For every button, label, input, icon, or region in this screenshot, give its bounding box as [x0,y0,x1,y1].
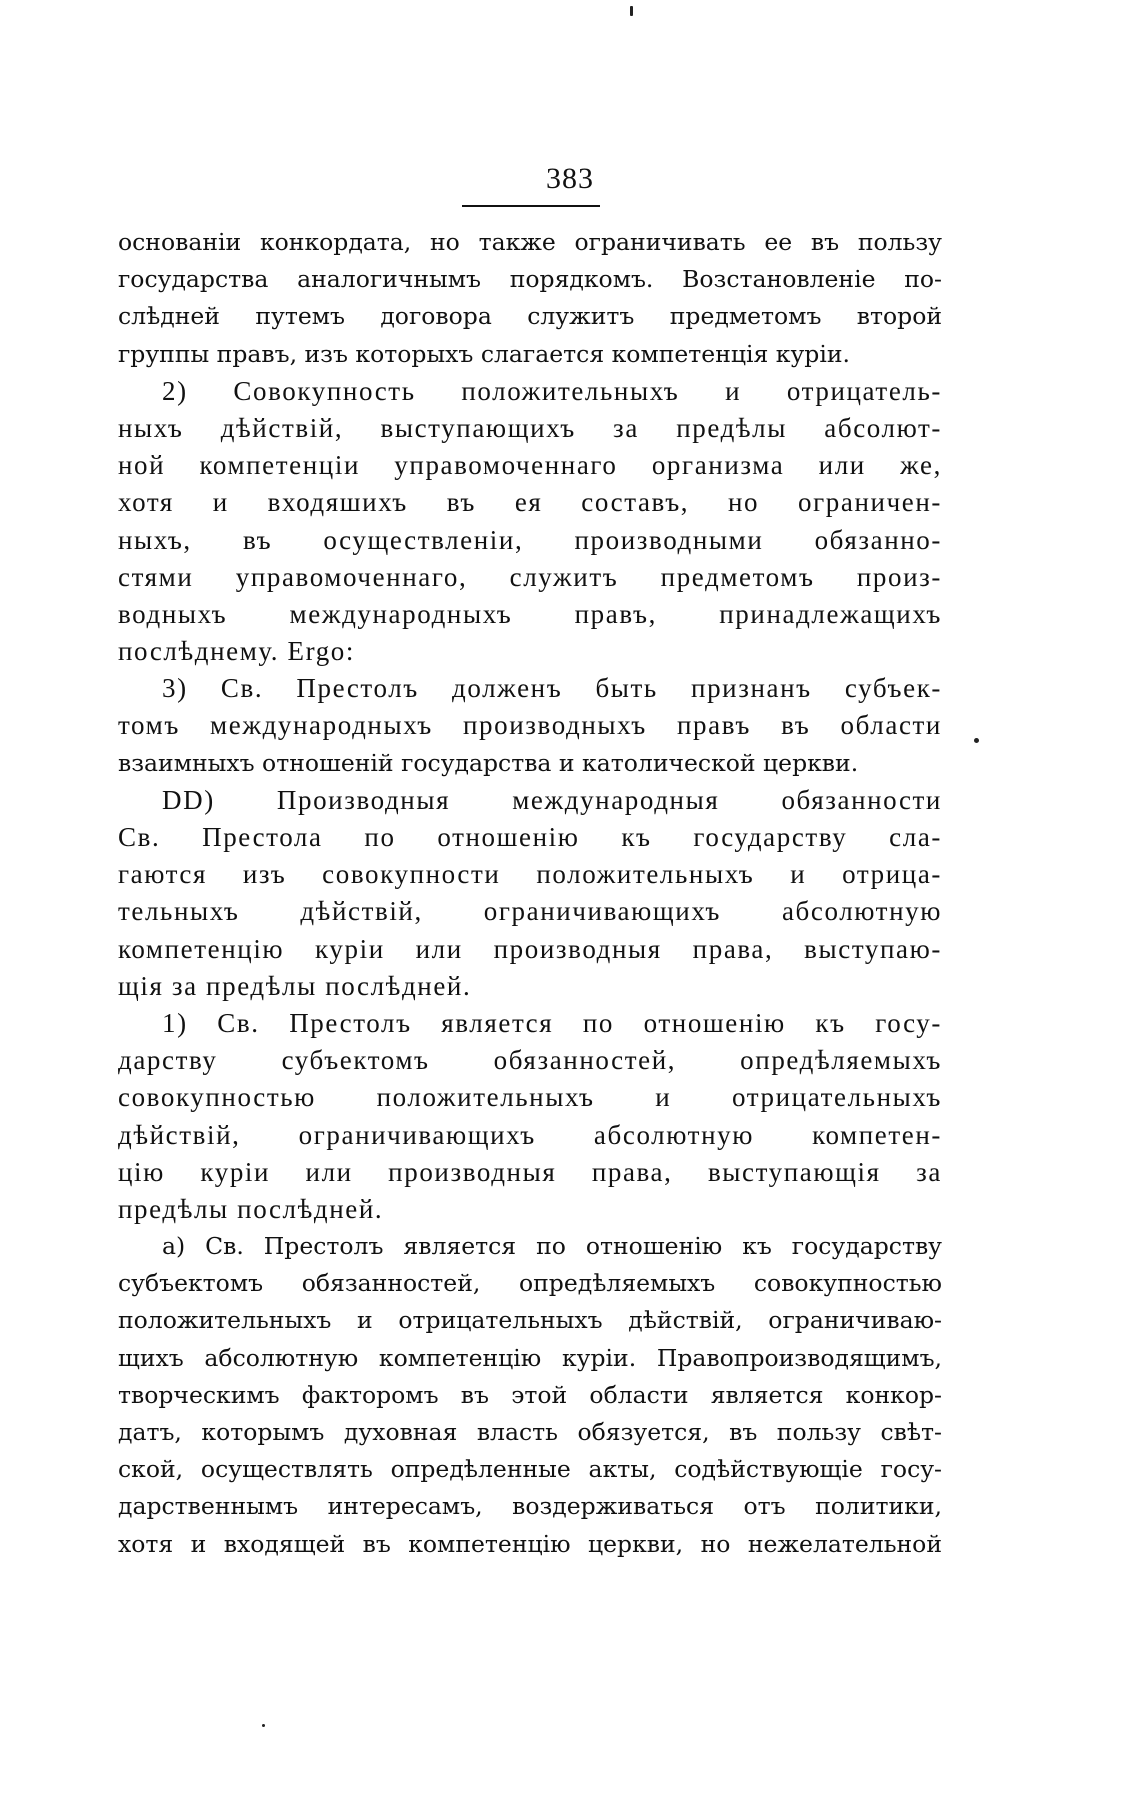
text-line: гаются изъ совокупности положительныхъ и отрица- [118,859,942,890]
scan-speck [630,6,633,16]
text-line: послѣднему. Ergo: [118,636,355,667]
text-line: взаимныхъ отношенiй государства и католической церкви. [118,748,859,777]
text-line: 3) Св. Престолъ долженъ быть признанъ субъек- [162,673,942,704]
text-line: творческимъ факторомъ въ этой области является конкор- [118,1380,942,1409]
text-line: ской, осуществлять опредѣленные акты, содѣйствующiе госу- [118,1455,942,1484]
text-line: группы правъ, изъ которыхъ слагается компетенцiя курiи. [118,339,850,368]
text-line: государства аналогичнымъ порядкомъ. Возстановленiе по- [118,265,942,294]
text-line: ныхъ, въ осуществленiи, производными обязанно- [118,524,942,555]
text-line: слѣдней путемъ договора служитъ предметомъ второй [118,302,942,331]
text-line: стями управомоченнаго, служитъ предметомъ произ- [118,561,942,592]
text-line: основанiи конкордата, но также ограничивать ее въ пользу [118,228,942,256]
text-line: дарству субъектомъ обязанностей, опредѣляемыхъ [118,1045,942,1076]
scan-speck [262,1724,265,1727]
text-line: 2) Совокупность положительныхъ и отрицатель- [162,375,942,406]
text-line: дѣйствiй, ограничивающихъ абсолютную компетен- [118,1119,942,1150]
text-line: тельныхъ дѣйствiй, ограничивающихъ абсолютную [118,896,942,927]
text-line: хотя и входящей въ компетенцiю церкви, но нежелательной [118,1529,942,1558]
text-line: Св. Престола по отношенiю къ государству сла- [118,822,942,852]
text-line: водныхъ международныхъ правъ, принадлежащихъ [118,598,942,629]
text-line: компетенцiю курiи или производныя права, выступаю- [118,933,942,964]
text-line: щiя за предѣлы послѣдней. [118,970,472,1001]
header-rule [462,205,600,207]
page-number: 383 [546,162,594,195]
text-line: датъ, которымъ духовная власть обязуется, въ пользу свѣт- [118,1418,942,1446]
text-line: а) Св. Престолъ является по отношенiю къ государству [162,1232,942,1261]
text-line: дарственнымъ интересамъ, воздерживаться отъ политики, [118,1492,942,1521]
text-line: субъектомъ обязанностей, опредѣляемыхъ совокупностью [118,1269,942,1298]
text-line: положительныхъ и отрицательныхъ дѣйствiй, ограничиваю- [118,1306,942,1335]
scan-speck [974,738,979,743]
text-line: ной компетенцiи управомоченнаго организма или же, [118,450,942,481]
body-text [118,224,942,1563]
text-line: 1) Св. Престолъ является по отношенiю къ госу- [162,1007,942,1038]
text-line: хотя и входяшихъ въ ея составъ, но ограничен- [118,487,942,518]
text-line: предѣлы послѣдней. [118,1193,384,1224]
text-line: совокупностью положительныхъ и отрицательныхъ [118,1082,942,1113]
text-line: ныхъ дѣйствiй, выступающихъ за предѣлы абсолют- [118,412,942,443]
text-line: цiю курiи или производныя права, выступающiя за [118,1156,942,1187]
text-line: щихъ абсолютную компетенцiю курiи. Правопроизводящимъ, [118,1343,942,1372]
text-line: томъ международныхъ производныхъ правъ въ области [118,710,942,741]
text-line: DD) Производныя международныя обязанности [162,784,942,815]
